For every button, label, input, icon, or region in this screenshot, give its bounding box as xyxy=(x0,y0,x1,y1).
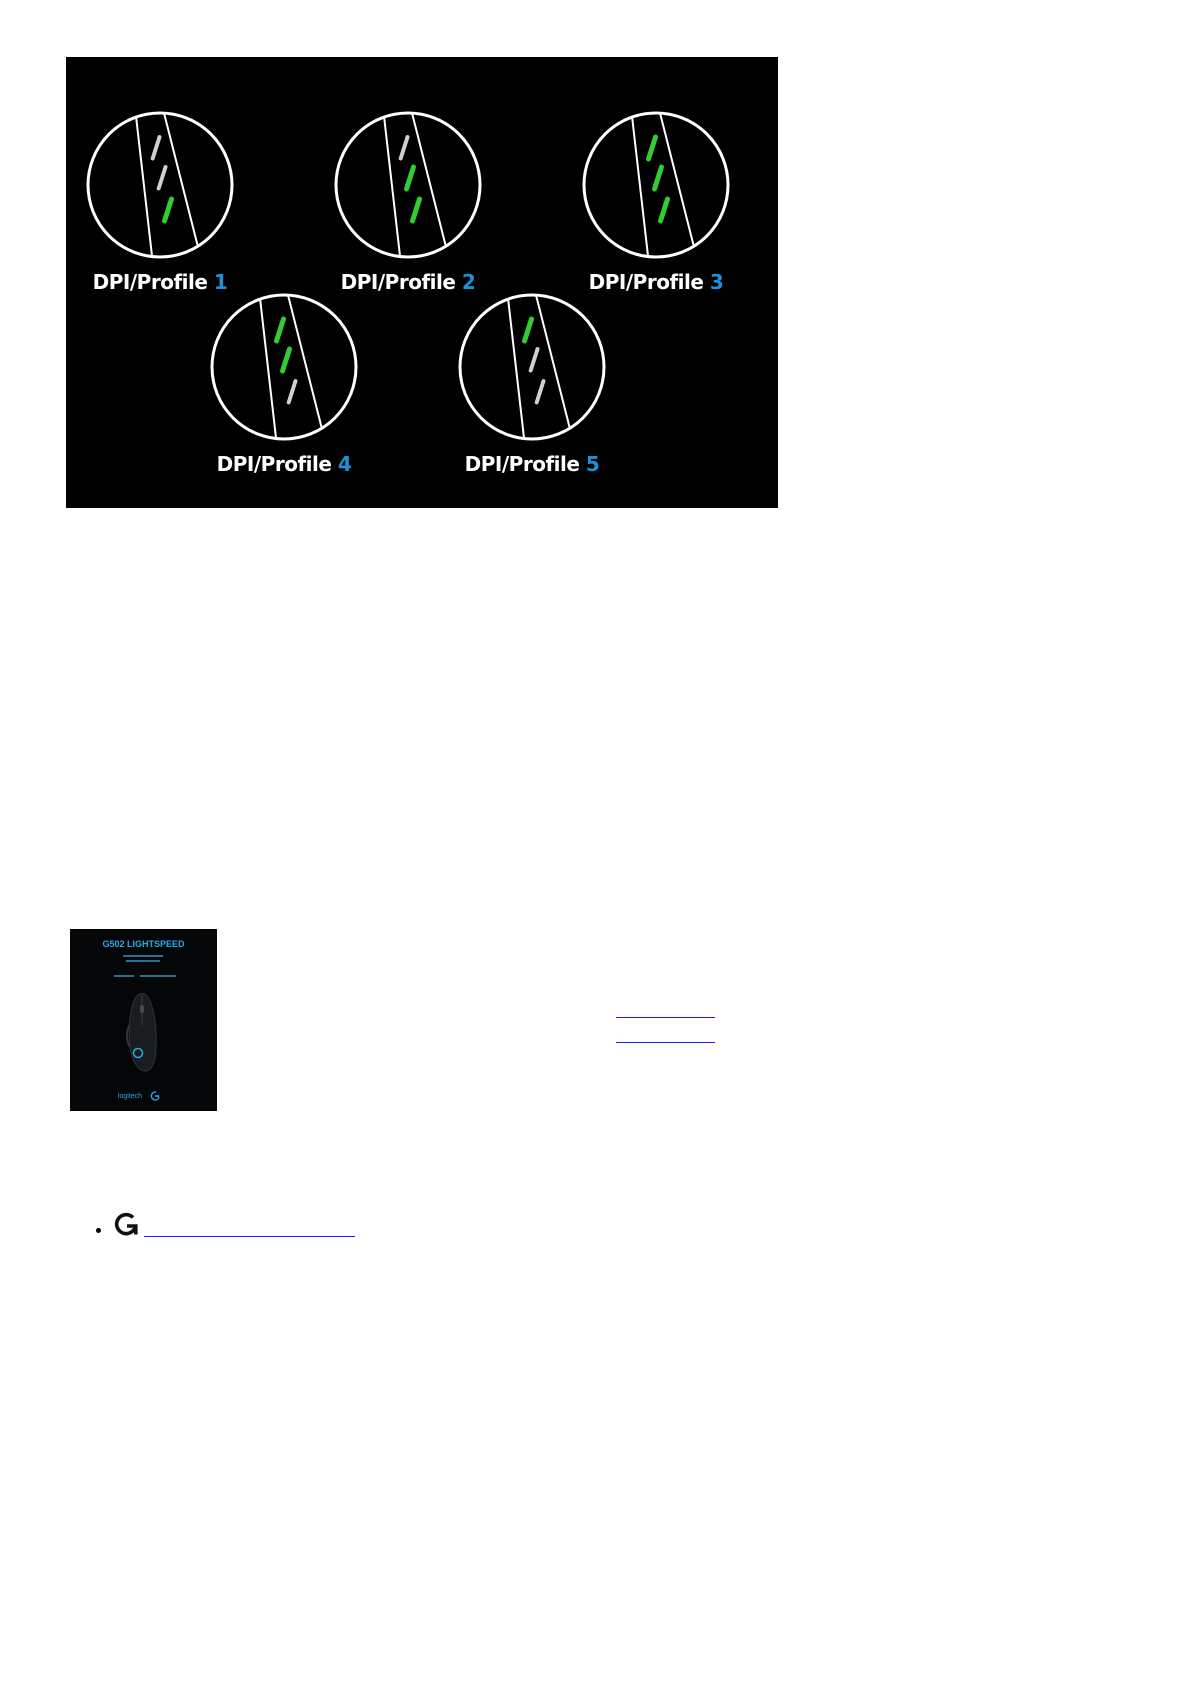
mouse-button-edge xyxy=(508,298,524,438)
mouse-button-edge xyxy=(136,116,152,256)
profile-label xyxy=(217,452,352,476)
profile-number: 4 xyxy=(337,452,352,476)
led-off xyxy=(401,137,408,159)
document-link-1[interactable] xyxy=(616,1017,715,1018)
led-on xyxy=(655,167,662,189)
led-on xyxy=(283,349,290,371)
cover-setup-line xyxy=(140,975,176,977)
profile-label xyxy=(341,270,476,294)
logitech-g-icon xyxy=(114,1212,140,1238)
profile-label-text: DPI/Profile xyxy=(92,270,214,294)
led-off xyxy=(153,137,160,159)
led-on xyxy=(525,319,532,341)
profile-number: 5 xyxy=(585,452,600,476)
cover-subtitle-line xyxy=(126,960,160,962)
cover-brand: logitech xyxy=(117,1093,143,1100)
dpi-profile-5 xyxy=(460,295,604,476)
mouse-button-edge xyxy=(660,113,694,247)
mouse-button-edge xyxy=(384,116,400,256)
mouse-button-edge xyxy=(288,295,322,429)
cover-title: G502 LIGHTSPEED xyxy=(102,939,185,949)
led-on xyxy=(413,199,420,221)
profile-label xyxy=(465,452,600,476)
mouse-button-edge xyxy=(412,113,446,247)
document-link-2[interactable] xyxy=(616,1042,715,1043)
cover-setup-line xyxy=(114,975,134,977)
profile-label-text: DPI/Profile xyxy=(588,270,710,294)
dpi-profile-1 xyxy=(88,113,232,294)
mouse-button-edge xyxy=(632,116,648,256)
led-off xyxy=(159,167,166,189)
led-off xyxy=(289,381,296,403)
mouse-button-edge xyxy=(260,298,276,438)
profile-label xyxy=(93,270,228,294)
profile-number: 3 xyxy=(709,270,724,294)
dpi-profile-2 xyxy=(336,113,480,294)
profile-number: 1 xyxy=(213,270,228,294)
bullet-link[interactable] xyxy=(144,1236,355,1237)
cover-subtitle-line xyxy=(123,955,163,957)
bullet-dot xyxy=(96,1228,101,1233)
profile-label-text: DPI/Profile xyxy=(464,452,586,476)
dpi-profile-figure xyxy=(66,57,778,508)
led-on xyxy=(277,319,284,341)
led-on xyxy=(407,167,414,189)
profile-number: 2 xyxy=(461,270,476,294)
mouse-button-edge xyxy=(164,113,198,247)
dpi-profile-4 xyxy=(212,295,356,476)
profile-label-text: DPI/Profile xyxy=(340,270,462,294)
led-on xyxy=(165,199,172,221)
led-off xyxy=(531,349,538,371)
mouse-button-edge xyxy=(536,295,570,429)
profile-label xyxy=(589,270,724,294)
led-on xyxy=(649,137,656,159)
led-off xyxy=(537,381,544,403)
profile-label-text: DPI/Profile xyxy=(216,452,338,476)
dpi-profile-3 xyxy=(584,113,728,294)
manual-cover-thumbnail[interactable] xyxy=(70,929,217,1111)
led-on xyxy=(661,199,668,221)
